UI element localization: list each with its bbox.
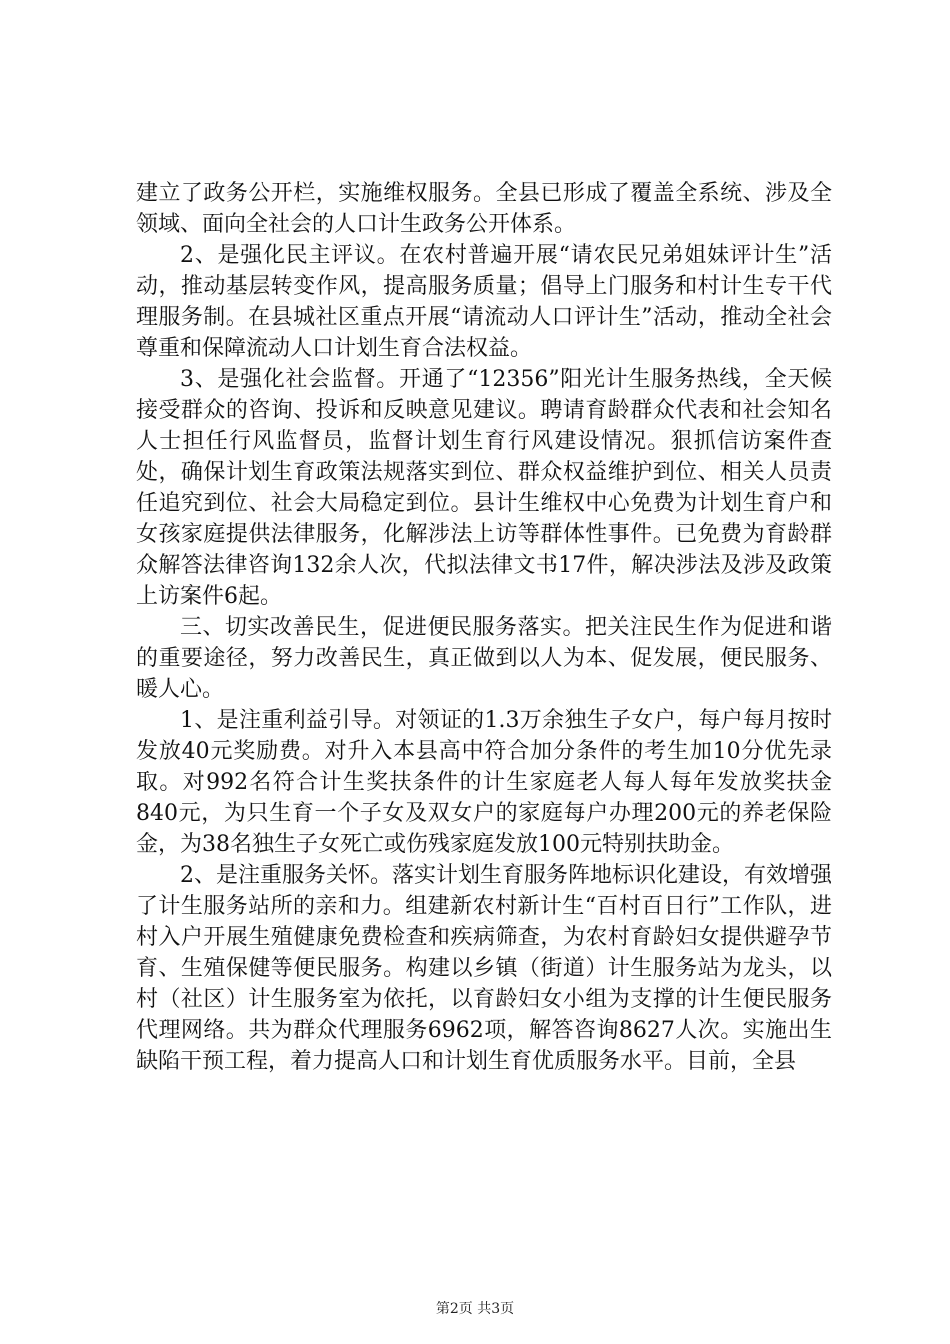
paragraph-democratic-review: 2、是强化民主评议。在农村普遍开展“请农民兄弟姐妹评计生”活动，推动基层转变作风，提高服务质量；倡导上门服务和村计生专干代理服务制。在县城社区重点开展“请流动人口评计生”活动，推动全社会尊重和保障流动人口计划生育合法权益。 [136, 243, 832, 361]
paragraph-interest-guidance: 1、是注重利益引导。对领证的1.3万余独生子女户，每户每月按时发放40元奖励费。对升入本县高中符合加分条件的考生加10分优先录取。对992名符合计生奖扶条件的计生家庭老人每人每年发放奖扶金840元，为只生育一个子女及双女户的家庭每户办理200元的养老保险金，为38名独生子女死亡或伤残家庭发放100元特别扶助金。 [136, 708, 832, 857]
paragraph-social-supervision: 3、是强化社会监督。开通了“12356”阳光计生服务热线，全天候接受群众的咨询、投诉和反映意见建议。聘请育龄群众代表和社会知名人士担任行风监督员，监督计划生育行风建设情况。狠抓信访案件查处，确保计划生育政策法规落实到位、群众权益维护到位、相关人员责任追究到位、社会大局稳定到位。县计生维权中心免费为计划生育户和女孩家庭提供法律服务，化解涉法上访等群体性事件。已免费为育龄群众解答法律咨询132余人次，代拟法律文书17件，解决涉法及涉及政策上访案件6起。 [136, 367, 832, 609]
paragraph-section-three-heading: 三、切实改善民生，促进便民服务落实。把关注民生作为促进和谐的重要途径，努力改善民生，真正做到以人为本、促发展，便民服务、暖人心。 [136, 615, 832, 702]
document-body [136, 178, 832, 1077]
paragraph-continuation: 建立了政务公开栏，实施维权服务。全县已形成了覆盖全系统、涉及全领域、面向全社会的人口计生政务公开体系。 [136, 181, 832, 237]
page-number-footer: 第2页 共3页 [435, 1301, 515, 1317]
paragraph-service-care: 2、是注重服务关怀。落实计划生育服务阵地标识化建设，有效增强了计生服务站所的亲和力。组建新农村新计生“百村百日行”工作队，进村入户开展生殖健康免费检查和疾病筛查，为农村育龄妇女提供避孕节育、生殖保健等便民服务。构建以乡镇（街道）计生服务站为龙头，以村（社区）计生服务室为依托，以育龄妇女小组为支撑的计生便民服务代理网络。共为群众代理服务6962项，解答咨询8627人次。实施出生缺陷干预工程，着力提高人口和计划生育优质服务水平。目前，全县 [136, 863, 832, 1074]
